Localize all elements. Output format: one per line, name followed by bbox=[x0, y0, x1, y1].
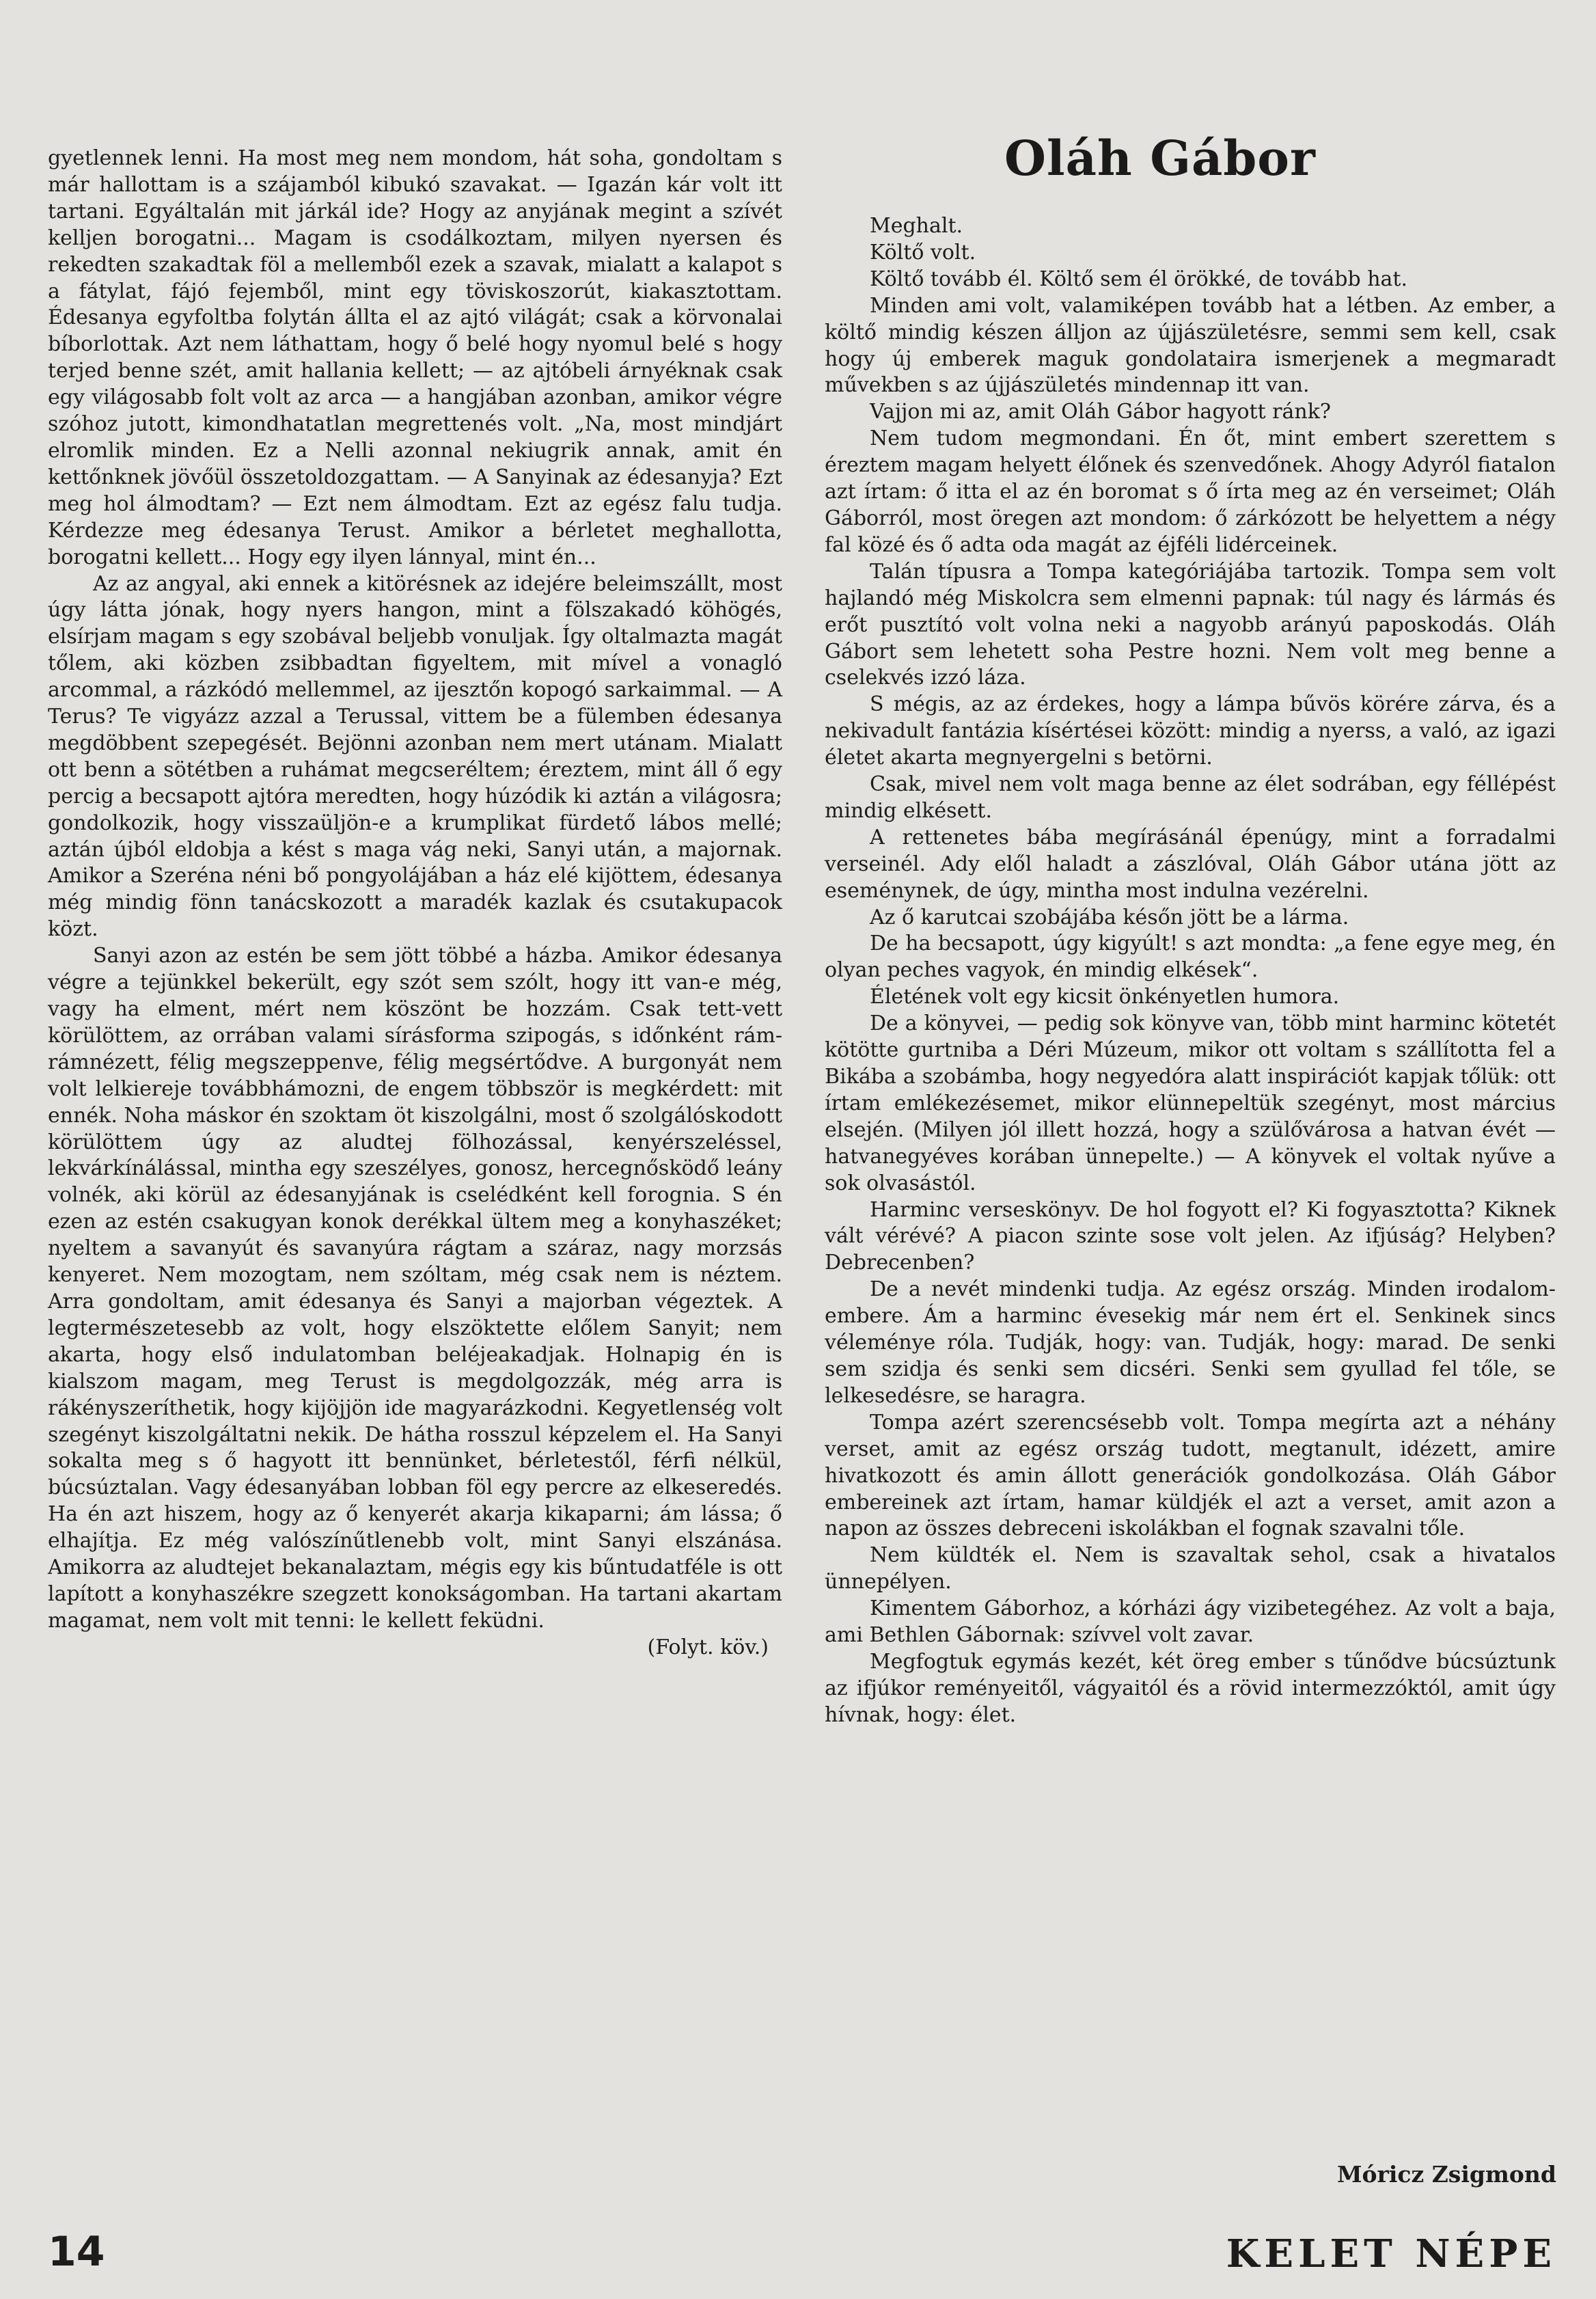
article-paragraph: De a nevét mindenki tudja. Az egész ország. Minden irodalom-embere. Ám a harminc évesekig már nem ért el. Senkinek sincs véleménye róla. Tudják, hogy: van. Tudják, hogy: marad. De senki sem szidja és senki sem dicséri. Senki sem gyullad fel tőle, se lelkesedésre, se haragra. bbox=[825, 1277, 1556, 1408]
article-paragraph: Költő volt. bbox=[870, 240, 976, 264]
novel-paragraph: gyetlennek lenni. Ha most meg nem mondom, hát soha, gondoltam s már hallottam is a szájamból kibukó szavakat. — Igazán kár volt itt tartani. Egyáltalán mit járkál ide? Hogy az anyjának megint a szívét kelljen borogatni... Magam is csodálkoztam, milyen nyersen és rekedten szakadtak föl a mellemből ezek a szavak, mialatt a kalapot s a fátylat, fájó fejemből, mint egy töviskoszorút, kiakasztottam. Édesanya egyfoltba folytán állta el az ajtó világát; csak a körvonalai bíborlottak. Azt nem láthattam, hogy ő belé hogy nyomul belé s hogy terjed benne szét, amit hallania kellett; — az ajtóbeli árnyéknak csak egy világosabb folt volt az arca — a hangjában azonban, amikor végre szóhoz jutott, kimondhatatlan megrettenés volt. „Na, most mindjárt elromlik minden. Ez a Nelli azonnal nekiugrik annak, amit én kettőnknek jövőül összetoldozgattam. — A Sanyinak az édesanyja? Ezt meg hol álmodtam? — Ezt nem álmodtam. Ezt az egész falu tudja. Kérdezze meg édesanya Terust. Amikor a bérletet meghallotta, borogatni kellett... Hogy egy ilyen lánnyal, mint én... bbox=[48, 146, 782, 569]
article-paragraph: Harminc verseskönyv. De hol fogyott el? Ki fogyasztotta? Kiknek vált vérévé? A piacon szinte sose volt jelen. Az ifjúság? Helyben? Debrecenben? bbox=[825, 1197, 1556, 1275]
article-paragraph: Talán típusra a Tompa kategóriájába tartozik. Tompa sem volt hajlandó még Miskolcra sem elmenni papnak: túl nagy és lármás és erőt pusztító volt volna neki a nagyobb arányú paposkodás. Oláh Gábort sem lehetett soha Pestre hozni. Nem volt meg benne a cselekvés izzó láza. bbox=[825, 559, 1556, 690]
author-signature: Móricz Zsigmond bbox=[1336, 2161, 1556, 2188]
article-paragraph: Minden ami volt, valamiképen tovább hat a létben. Az ember, a költő mindig készen álljon az újjászületésre, semmi sem kell, csak hogy új emberek maguk gondolataira ismerjenek a megmaradt művekben s az újjászületés mindennap itt van. bbox=[825, 293, 1556, 398]
article-paragraph: Tompa azért szerencsésebb volt. Tompa megírta azt a néhány verset, amit az egész ország tudott, megtanult, idézett, amire hivatkozott és amin állott generációk gondolkozása. Oláh Gábor embereinek azt írtam, hamar küldjék el azt a verset, amit azon a napon az összes debreceni iskolákban el fognak szavalni tőle. bbox=[825, 1410, 1556, 1541]
novel-paragraph: Sanyi azon az estén be sem jött többé a házba. Amikor édesanya végre a tejünkkel bekerült, egy szót sem szólt, hogy itt van-e még, vagy ha elment, mért nem köszönt be hozzám. Csak tett-vett körülöttem, az orrában valami sírásforma szipogás, s időnként rám-rámnézett, félig megszeppenve, félig megsértődve. A burgonyát nem volt lelkiereje továbbhámozni, de engem többször is megkérdett: mit ennék. Noha máskor én szoktam öt kiszolgálni, most ő szolgálóskodott körülöttem úgy az aludtej fölhozással, kenyérszeléssel, lekvárkínálással, mintha egy szeszélyes, gonosz, hercegnősködő leány volnék, aki körül az édesanyjának is cselédként kell forognia. S én ezen az estén csakugyan konok derékkal ültem meg a konyhaszéket; nyeltem a savanyút és savanyúra rágtam a száraz, nagy morzsás kenyeret. Nem mozogtam, nem szóltam, még csak nem is néztem. Arra gondoltam, amit édesanya és Sanyi a majorban végeztek. A legtermészetesebb az volt, hogy elszöktette előlem Sanyit; nem akarta, hogy első indulatomban beléjeakadjak. Holnapig én is kialszom magam, meg Terust is megdolgozzák, még arra is rákényszeríthetik, hogy kijöjjön ide magyarázkodni. Kegyetlenség volt szegényt kiszolgáltatni nekik. De hátha rosszul képzelem el. Ha Sanyi sokalta meg s ő hagyott itt bennünket, bérletestől, férfi nélkül, búcsúztalan. Vagy édesanyában lobban föl egy percre az elkeseredés. Ha én azt hiszem, hogy az ő kenyerét akarja kikaparni; ám lássa; ő elhajítja. Ez még valószínűtlenebb volt, mint Sanyi elszánása. Amikorra az aludtejet bekanalaztam, mégis egy kis bűntudatféle is ott lapított a konyhaszékre szegzett konokságomban. Ha tartani akartam magamat, nem volt mit tenni: le kellett feküdni. bbox=[48, 944, 782, 1633]
article-paragraph: Nem küldték el. Nem is szavaltak sehol, csak a hivatalos ünnepélyen. bbox=[825, 1543, 1556, 1594]
article-paragraph: A rettenetes bába megírásánál épenúgy, mint a forradalmi verseinél. Ady elől haladt a zászlóval, Oláh Gábor utána jött az eseménynek, de úgy, mintha most indulna vezérelni. bbox=[825, 825, 1556, 903]
article-paragraph: De a könyvei, — pedig sok könyve van, több mint harminc kötetét kötötte gurtniba a Déri Múzeum, mikor ott voltam s szállította fel a Bikába a szobámba, hogy negyedóra alatt inspirációt kapjak tőlük: ott írtam emlékezésemet, mikor elünnepeltük szegényt, most március elsején. (Milyen jól illett hozzá, hogy a szülővárosa a hatvan évét — hatvanegyéves korában ünnepelte.) — A könyvek el voltak nyűve a sok olvasástól. bbox=[825, 1011, 1556, 1195]
article-paragraph: Életének volt egy kicsit önkényetlen humora. bbox=[870, 985, 1340, 1009]
article-paragraph: Az ő karutcai szobájába későn jött be a lárma. bbox=[870, 905, 1349, 929]
page-number: 14 bbox=[48, 2228, 105, 2276]
article-paragraph: Kimentem Gáborhoz, a kórházi ágy vizibetegéhez. Az volt a baja, ami Bethlen Gábornak: szívvel volt zavar. bbox=[825, 1596, 1556, 1648]
article-paragraph: Vajjon mi az, amit Oláh Gábor hagyott ránk? bbox=[870, 400, 1331, 424]
novel-installment-column bbox=[48, 146, 782, 1661]
article-paragraph: Nem tudom megmondani. Én őt, mint embert szerettem s éreztem magam helyett élőnek és szenvedőnek. Ahogy Adyról fiatalon azt írtam: ő itta el az én boromat s ő írta meg az én verseimet; Oláh Gáborról, most öregen azt mondom: ő zárkózott be helyettem a négy fal közé és ő adta oda magát az éjféli lidérceinek. bbox=[825, 426, 1556, 557]
magazine-name: KELET NÉPE bbox=[1226, 2231, 1556, 2276]
article-paragraph: De ha becsapott, úgy kigyúlt! s azt mondta: „a fene egye meg, én olyan peches vagyok, én mindig elkések“. bbox=[825, 931, 1556, 983]
article-paragraph: Megfogtuk egymás kezét, két öreg ember s tűnődve búcsúztunk az ifjúkor reményeitől, vágyaitól és a rövid intermezzóktól, amit úgy hívnak, hogy: élet. bbox=[825, 1649, 1556, 1727]
article-paragraph: Meghalt. bbox=[870, 214, 963, 238]
novel-paragraph: Az az angyal, aki ennek a kitörésnek az idejére beleimszállt, most úgy látta jónak, hogy nyers hangon, mint a fölszakadó köhögés, elsírjam magam s egy szobával beljebb vonuljak. Így oltalmazta magát tőlem, aki közben zsibbadtan figyeltem, mit mível a vonagló arcommal, a rázkódó mellemmel, az ijesztőn kopogó sarkaimmal. — A Terus? Te vigyázz azzal a Terussal, vittem be a fülemben édesanya megdöbbent szepegését. Bejönni azonban nem mert utánam. Mialatt ott benn a sötétben a ruhámat megcseréltem; éreztem, mint áll ő egy percig a becsapott ajtóra meredten, hogy húzódik ki aztán a világosra; gondolkozik, hogy visszaüljön-e a krumplikat fürdető lábos mellé; aztán újból eldobja a kést s maga vág neki, Sanyi után, a majornak. Amikor a Szeréna néni bő pongyolájában a ház elé kijöttem, édesanya még mindig fönn tanácskozott a maradék kazlak és csutakupacok közt. bbox=[48, 571, 782, 942]
article-body bbox=[825, 213, 1556, 1729]
article-paragraph: Csak, mivel nem volt maga benne az élet sodrában, egy féllépést mindig elkésett. bbox=[825, 772, 1556, 823]
article-title: Oláh Gábor bbox=[1004, 130, 1316, 187]
article-paragraph: S mégis, az az érdekes, hogy a lámpa bűvös körére zárva, és a nekivadult fantázia kísértései között: mindig a nyerss, a való, az igazi életet akarta megnyergelni s betörni. bbox=[825, 692, 1556, 770]
continued-note: (Folyt. köv.) bbox=[647, 1635, 769, 1659]
article-paragraph: Költő tovább él. Költő sem él örökké, de tovább hat. bbox=[870, 267, 1408, 291]
